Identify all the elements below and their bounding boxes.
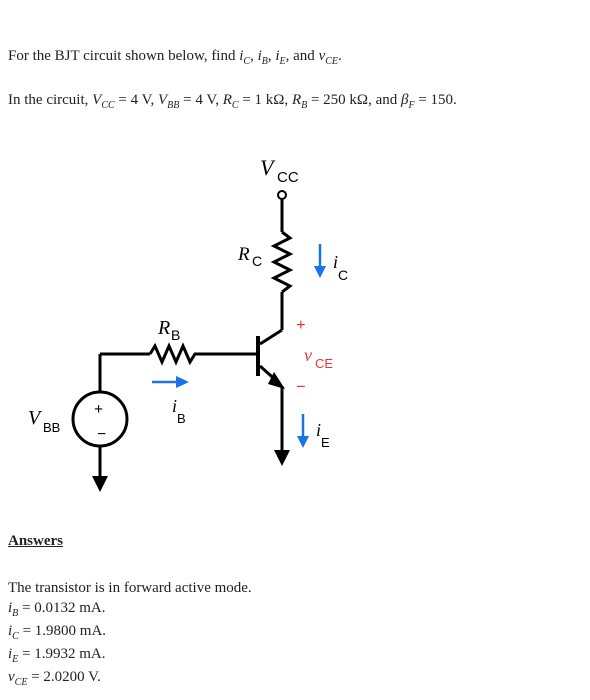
var-ie: i [275, 48, 280, 64]
vbb-ground-arrow [92, 476, 108, 492]
vcc-sub: CC [277, 169, 299, 186]
var-ic: i [239, 48, 244, 64]
vcc-label: V [260, 155, 274, 180]
collector-lead [260, 330, 282, 344]
ib-sub: B [177, 411, 186, 426]
ic-arrowhead [314, 266, 326, 278]
rb-sub: B [171, 327, 181, 343]
ie-label: i [316, 420, 322, 440]
answer-vce: $v_{CE} = 2.0200$ V. [8, 669, 101, 688]
problem-line-1: For the BJT circuit shown below, find $i_C$, $i_B$, $i_E$, and $v_{CE}$. [8, 48, 342, 67]
ib-label: i [172, 396, 178, 416]
vce-label: v [304, 345, 312, 365]
answer-ib: $i_B = 0.0132$ mA. [8, 600, 106, 619]
vbb-label: V [28, 407, 41, 429]
rb-resistor [150, 346, 200, 362]
vbb-source-minus: − [97, 426, 107, 443]
problem-line-2: In the circuit, $V_{CC} = 4$ V, $V_{BB} = 4$ V, $R_C = 1$ kΩ, $R_B = 250$ kΩ, and $\beta_F = 150$. [8, 92, 457, 111]
answer-ic: $i_C = 1.9800$ mA. [8, 623, 107, 642]
emitter-ground-arrow [274, 450, 290, 466]
answer-mode: The transistor is in forward active mode. [8, 580, 252, 596]
rb-label: R [158, 317, 171, 339]
vcc-terminal [278, 191, 286, 199]
ie-arrowhead [297, 436, 309, 448]
ic-label: i [333, 252, 339, 272]
answer-ie: $i_E = 1.9932$ mA. [8, 646, 106, 665]
rc-resistor [274, 232, 290, 292]
problem-line-1-prefix: For the BJT circuit shown below, find [8, 48, 240, 64]
vce-sub: CE [315, 356, 334, 371]
vce-plus: + [296, 315, 306, 334]
answers-heading: Answers [8, 533, 63, 549]
ie-sub: E [321, 435, 330, 450]
vce-minus: − [296, 377, 306, 396]
var-vce: v [318, 48, 326, 64]
rc-sub: C [252, 253, 263, 269]
var-ib: i [257, 48, 262, 64]
ic-sub: C [338, 267, 349, 283]
vbb-source-plus: + [94, 401, 104, 418]
var-ic-sub: C [243, 56, 251, 67]
rc-label: R [238, 244, 250, 265]
vbb-sub: BB [43, 420, 61, 435]
ib-arrowhead [176, 376, 189, 388]
